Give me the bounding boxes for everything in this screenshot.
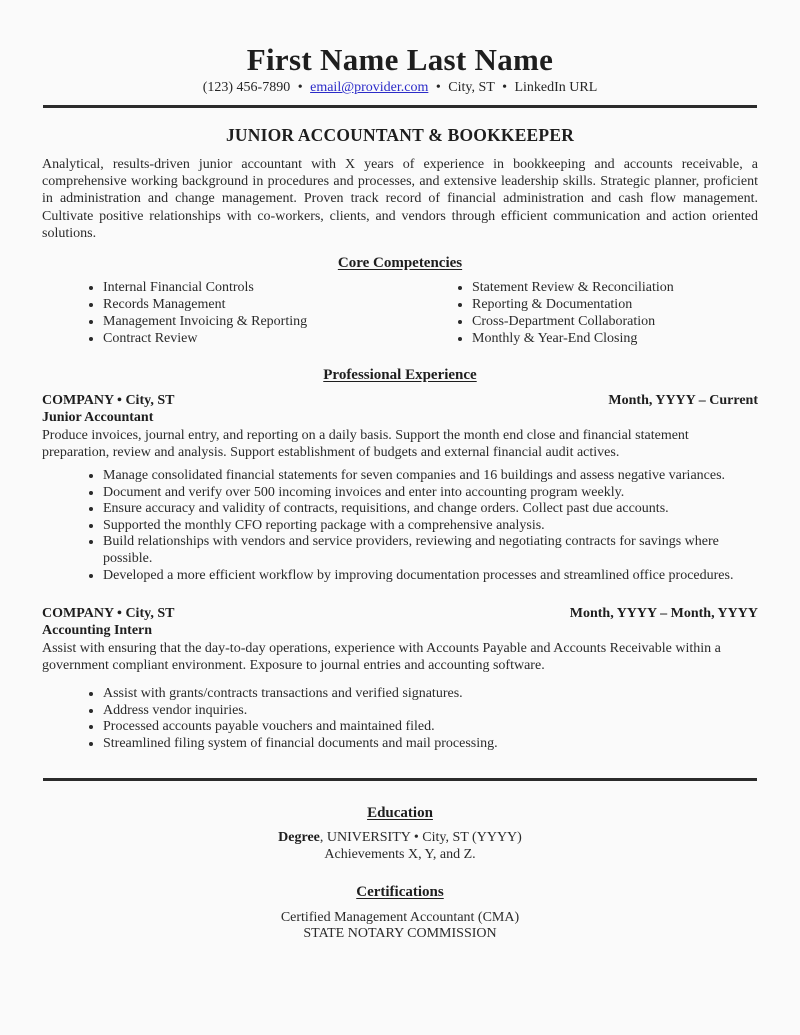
job-dates: Month, YYYY – Current: [608, 393, 758, 409]
bullet-separator: •: [502, 80, 507, 95]
competency-item: • Internal Financial Controls: [103, 279, 400, 296]
job-bullet: • Developed a more efficient workflow by improving documentation processes and streamlined office procedures.: [103, 568, 758, 585]
degree-details: , UNIVERSITY • City, ST (YYYY): [319, 830, 522, 846]
job-title: Junior Accountant: [42, 410, 154, 426]
competency-item: • Monthly & Year-End Closing: [472, 330, 758, 347]
competency-list: [42, 279, 400, 347]
degree-line: [0, 830, 800, 847]
job-bullet: • Ensure accuracy and validity of contracts, requisitions, and change orders. Collect past due accounts.: [103, 501, 758, 518]
competency-item: • Statement Review & Reconciliation: [472, 279, 758, 296]
competency-item: • Cross-Department Collaboration: [472, 313, 758, 330]
job-bullet-list: [42, 468, 758, 584]
bullet-separator: •: [297, 80, 303, 95]
job-summary: Produce invoices, journal entry, and reporting on a daily basis. Support the month end close and financial statement preparation, review and analysis. Support establishment of budgets and external financial audit actives.: [42, 428, 689, 461]
degree-label: Degree: [278, 830, 320, 846]
email-link[interactable]: email@provider.com: [310, 80, 429, 95]
resume-title: JUNIOR ACCOUNTANT & BOOKKEEPER: [225, 125, 575, 145]
competency-item: • Reporting & Documentation: [472, 296, 758, 313]
job-bullet-list: [42, 686, 758, 752]
company-name: COMPANY • City, ST: [42, 606, 175, 622]
company-name: COMPANY • City, ST: [42, 393, 175, 409]
job-title: Accounting Intern: [42, 623, 153, 639]
resume-body: [0, 125, 800, 753]
core-competencies-heading: Core Competencies: [337, 255, 463, 272]
experience-entry: [42, 393, 758, 584]
professional-summary: Analytical, results-driven junior accountant with X years of experience in bookkeeping and accounts receivable, a comprehensive working background in procedures and processes, and extensive leadership skills. Strategic planner, proficient in administration and change management. Proven track record of financial administration and cash flow management. Cultivate positive relationships with co-workers, clients, and vendors through efficient communication and action oriented solutions.: [42, 157, 758, 241]
experience-entry: [42, 606, 758, 752]
job-bullet: • Build relationships with vendors and service providers, reviewing and negotiating contracts for savings where possible.: [103, 534, 758, 567]
job-header: [42, 606, 758, 622]
linkedin-text: LinkedIn URL: [514, 80, 598, 95]
experience-heading: Professional Experience: [323, 367, 477, 384]
job-bullet: • Processed accounts payable vouchers and maintained filed.: [103, 719, 758, 736]
job-bullet: • Streamlined filing system of financial documents and mail processing.: [103, 736, 758, 753]
phone-number: (123) 456-7890: [202, 80, 291, 95]
bullet-separator: •: [435, 80, 441, 95]
job-bullet: • Supported the monthly CFO reporting package with a comprehensive analysis.: [103, 518, 758, 535]
job-summary: Assist with ensuring that the day-to-day operations, experience with Accounts Payable and Accounts Receivable within a government compliant environment. Exposure to journal entries and accounting software.: [42, 641, 721, 674]
job-bullet: • Manage consolidated financial statements for seven companies and 16 buildings and assess negative variances.: [103, 468, 758, 485]
job-dates: Month, YYYY – Month, YYYY: [569, 606, 758, 622]
location-text: City, ST: [448, 80, 495, 95]
job-header: [42, 393, 758, 409]
resume-header: [0, 0, 800, 108]
person-name: First Name Last Name: [246, 42, 554, 77]
footer-divider: [43, 778, 757, 781]
certification-item: STATE NOTARY COMMISSION: [303, 926, 497, 942]
contact-line: [0, 80, 800, 96]
competency-item: • Records Management: [103, 296, 400, 313]
core-competencies-grid: [42, 279, 758, 347]
job-bullet: • Assist with grants/contracts transactions and verified signatures.: [103, 686, 758, 703]
competency-item: • Management Invoicing & Reporting: [103, 313, 400, 330]
certification-item: Certified Management Accountant (CMA): [280, 909, 520, 925]
job-bullet: • Address vendor inquiries.: [103, 703, 758, 720]
header-divider: [43, 105, 757, 108]
certifications-heading: Certifications: [356, 884, 444, 901]
education-heading: Education: [367, 804, 433, 821]
education-section: [0, 805, 800, 864]
achievements-line: Achievements X, Y, and Z.: [324, 846, 476, 862]
competency-list: [400, 279, 758, 347]
job-bullet: • Document and verify over 500 incoming invoices and enter into accounting program weekly.: [103, 485, 758, 502]
competencies-left-column: [42, 279, 400, 347]
competencies-right-column: [400, 279, 758, 347]
certifications-section: [0, 884, 800, 943]
competency-item: • Contract Review: [103, 330, 400, 347]
